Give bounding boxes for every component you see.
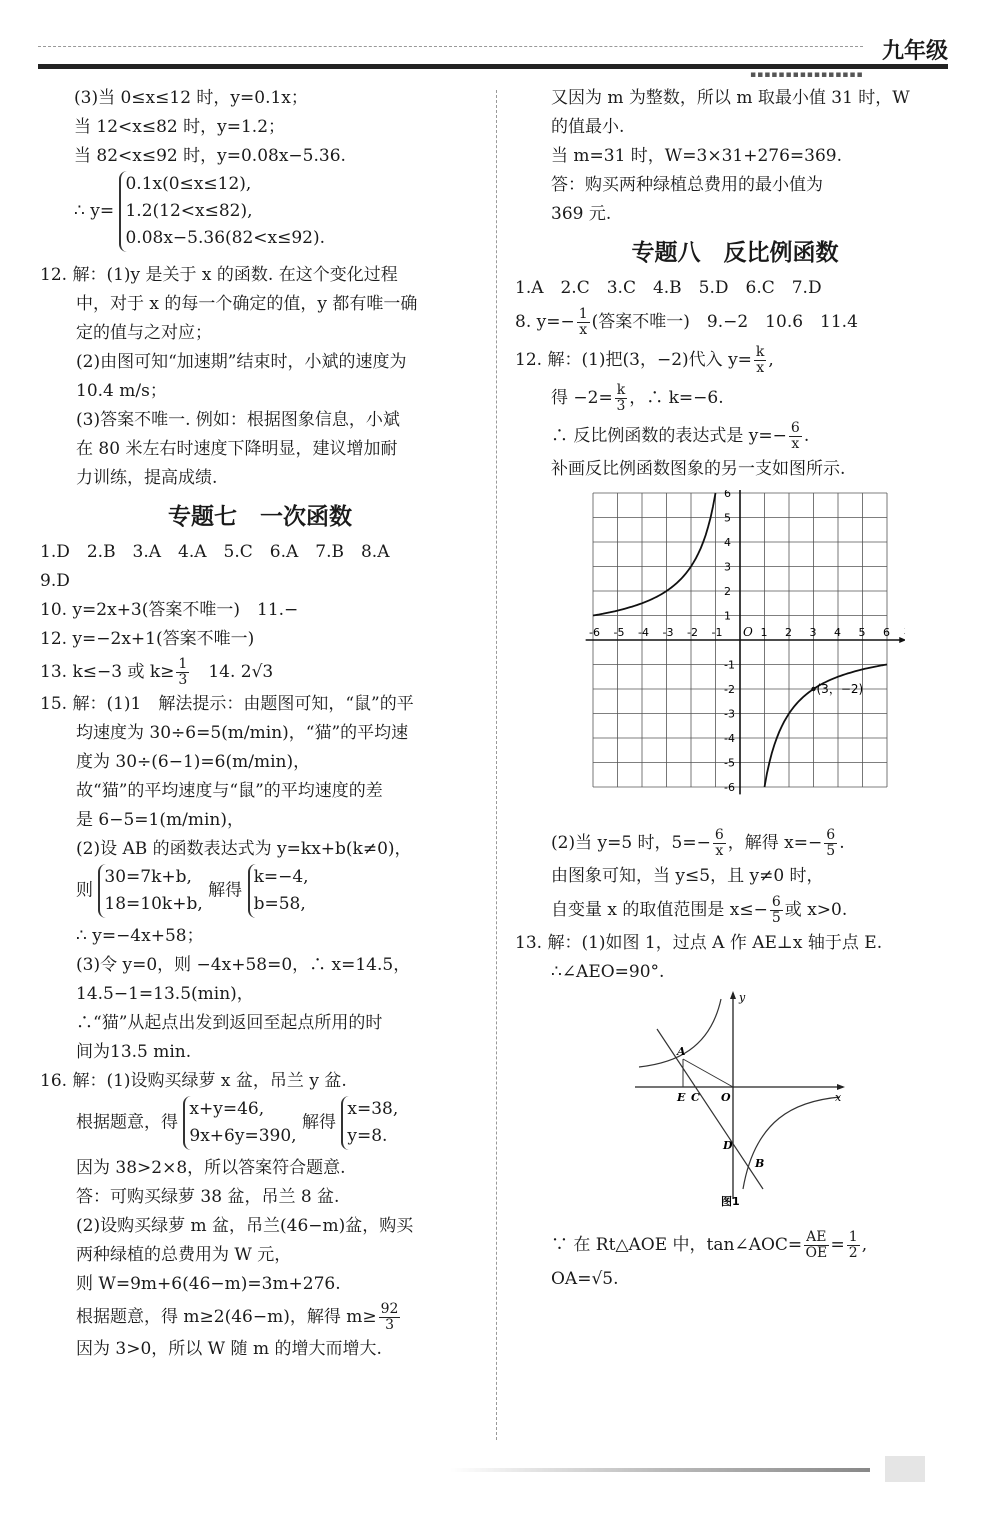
text-line: 均速度为 30÷6=5(m/min)，“猫”的平均速 [76,723,409,743]
y-tick-label: 6 [724,490,731,500]
numerator: 1 [578,306,588,322]
x-tick-label: 4 [834,626,841,639]
text-run: . [839,833,845,853]
brace [183,1096,296,1150]
text-run: 根据题意，得 m≥2(46−m)，解得 m≥ [76,1307,377,1327]
text-line: 16. 解：(1)设购买绿萝 x 盆，吊兰 y 盆. [40,1071,347,1091]
text-line: 当 m=31 时，W=3×31+276=369. [551,146,843,166]
brace [119,171,325,252]
point-3-neg2 [811,687,815,691]
figure-1-diagram [635,989,855,1209]
answer-line: 9.D [40,571,70,591]
numerator: 6 [714,827,724,843]
figure-1 [635,989,955,1219]
fraction [824,828,837,859]
fig-label-d: D [723,1139,733,1152]
equation: b=58, [253,894,306,914]
numerator: k [616,382,626,398]
text-run: ∵ 在 Rt△AOE 中，tan∠AOC= [551,1235,803,1255]
denominator: OE [805,1245,828,1261]
text-line: 答：可购买绿萝 38 盆，吊兰 8 盆. [76,1187,340,1207]
text-line: 故“猫”的平均速度与“鼠”的平均速度的差 [76,781,383,801]
text-line: 力训练，提高成绩. [76,468,218,488]
section-title: 专题八 反比例函数 [631,240,839,266]
text-line: OA=√5. [551,1269,619,1289]
numerator: AE [806,1229,827,1245]
text-line [40,1299,480,1335]
text-line: 14.5−1=13.5(min)， [76,984,254,1004]
denominator: x [579,322,588,338]
equation-system [40,1096,480,1154]
text-run: ∴ 反比例函数的表达式是 y=− [551,426,787,446]
text-run: = [830,1235,845,1255]
text-line: 因为 3>0，所以 W 随 m 的增大而增大. [76,1339,382,1359]
header-rule [38,64,948,69]
y-tick-label: -2 [724,683,735,696]
column-divider [496,90,497,1440]
text-line: 补画反比例函数图象的另一支如图所示. [551,459,846,479]
text-line: 间为13.5 min. [76,1042,192,1062]
text-line: 又因为 m 为整数，所以 m 取最小值 31 时，W [551,88,910,108]
text-run: ，解得 x=− [727,833,823,853]
page-number-tab [885,1456,925,1482]
y-tick-label: -3 [724,707,735,721]
denominator: 5 [771,910,781,926]
fraction [789,421,802,452]
piece-line: 1.2(12<x≤82), [125,201,253,221]
text-run: 或 x>0. [784,900,848,920]
equation: 18=10k+b, [104,894,203,914]
x-tick-label: -3 [662,626,674,639]
text-line: (2)由图可知“加速期”结束时，小斌的速度为 [76,352,407,372]
x-tick-label: 1 [760,626,768,639]
header-decoration: ▪▪▪▪▪▪▪▪▪▪▪▪▪▪▪▪ [750,70,864,80]
text-line: (2)设购买绿萝 m 盆，吊兰(46−m)盆，购买 [76,1216,414,1236]
answer-line [40,654,480,690]
hyperbola-graph [575,490,955,820]
text-run: (2)当 y=5 时，5=− [551,833,711,853]
text-run: 则 [76,880,93,901]
x-tick-label: 3 [809,626,817,639]
numerator: 92 [380,1301,399,1317]
fraction [379,1302,401,1333]
fraction [176,657,189,688]
text-run: , [768,350,774,370]
numerator: k [755,344,765,360]
fraction [804,1230,828,1261]
text-run: 13. k≤−3 或 k≥ [40,662,175,682]
answer-line: 1.D 2.B 3.A 4.A 5.C 6.A 7.B 8.A [40,542,390,562]
text-line: 12. 解：(1)y 是关于 x 的函数. 在这个变化过程 [40,265,398,285]
grade-label: 九年级 [881,39,948,64]
text-line: ∴“猫”从起点出发到返回至起点所用的时 [76,1013,383,1033]
numerator: 6 [826,827,836,843]
text-run: . [803,426,810,446]
text-run: (答案不唯一) 9.−2 10.6 11.4 [591,312,858,332]
equation: k=−4, [253,867,309,887]
hyperbola-branch-lower [743,1097,840,1189]
text-line [515,379,955,417]
answer-line: 1.A 2.C 3.C 4.B 5.D 6.C 7.D [515,278,822,298]
fig-label-o: O [721,1091,731,1104]
left-column [40,84,480,1364]
text-run: 12. 解：(1)把(3，−2)代入 y= [515,350,752,370]
text-line: 15. 解：(1)1 解法提示：由题图可知，“鼠”的平 [40,694,414,714]
x-axis-arrow [899,637,905,643]
text-line: (3)令 y=0，则 −4x+58=0，∴ x=14.5， [76,955,411,975]
text-line: 由图象可知，当 y≤5，且 y≠0 时， [551,866,824,886]
text-line: 369 元. [551,204,612,224]
right-column [515,84,955,1294]
answer-line: 12. y=−2x+1(答案不唯一) [40,629,255,649]
segment-ao [683,1059,733,1087]
section-title: 专题七 一次函数 [168,504,352,530]
text-line: (3)答案不唯一. 例如：根据图象信息，小斌 [76,410,400,430]
numerator: 1 [178,656,188,672]
hyperbola-branch-left [593,493,716,616]
answer-line [515,303,955,341]
text-line [515,1225,955,1265]
text-line: 10.4 m/s； [76,381,167,401]
text-line: (2)设 AB 的函数表达式为 y=kx+b(k≠0)， [76,839,412,859]
equation: 9x+6y=390, [189,1126,297,1146]
text-line: (3)当 0≤x≤12 时，y=0.1x； [74,88,308,108]
numerator: 6 [790,420,800,436]
fig-label-x: x [835,1091,842,1104]
x-tick-label: -6 [589,626,600,639]
equation: 30=7k+b, [104,867,192,887]
equation-system [40,864,480,922]
piecewise-function [40,171,480,261]
footer-rule [450,1468,870,1472]
denominator: 3 [385,1317,394,1333]
equation: x+y=46, [189,1099,265,1119]
x-tick-label: -4 [638,626,649,639]
axes [586,490,905,794]
text-line: 当 12<x≤82 时，y=1.2； [74,117,286,137]
text-line: 定的值与之对应； [76,323,212,343]
answer-line: 10. y=2x+3(答案不唯一) 11.− [40,600,299,620]
y-tick-label: 5 [724,511,731,525]
fraction [577,307,590,338]
text-line: ∴ y=−4x+58； [76,926,204,946]
x-tick-label: -1 [711,626,723,639]
point-label: (3，−2) [816,682,864,696]
y-tick-label: -6 [724,781,735,794]
x-tick-label: 6 [883,626,890,639]
text-run: 得 −2= [551,388,613,408]
denominator: x [715,843,724,859]
brace [98,864,202,918]
x-tick-label: -2 [687,626,698,639]
denominator: 3 [616,398,626,414]
text-line: 因为 38>2×8，所以答案符合题意. [76,1158,346,1178]
y-axis-arrow [730,991,736,999]
piecewise-prefix: ∴ y= [74,201,115,221]
brace [341,1096,398,1150]
text-line: 两种绿植的总费用为 W 元， [76,1245,292,1265]
origin-label: O [743,625,753,639]
denominator: x [756,360,765,376]
equation: x=38, [347,1099,399,1119]
text-line [515,891,955,929]
tick-labels [589,490,905,794]
y-tick-label: 3 [724,560,731,574]
fraction [713,828,726,859]
text-line [515,417,955,455]
fig-label-a: A [677,1045,686,1058]
denominator: 3 [178,672,188,688]
text-line: 是 6−5=1(m/min)， [76,810,244,830]
fig-caption: 图1 [721,1195,740,1208]
denominator: 2 [848,1245,858,1261]
text-line: 13. 解：(1)如图 1，过点 A 作 AE⊥x 轴于点 E. [515,933,883,953]
text-run: 解得 [208,880,243,901]
text-line: ∴∠AEO=90°. [551,962,665,982]
brace [248,864,309,918]
text-run: 14. 2√3 [191,662,274,682]
text-run: 解得 [301,1112,336,1133]
fraction [615,383,627,414]
equation: y=8. [347,1126,388,1146]
numerator: 6 [771,894,781,910]
text-run: , [861,1235,868,1255]
x-tick-label: 2 [785,626,792,639]
text-line: 中，对于 x 的每一个确定的值，y 都有唯一确 [76,294,418,314]
x-tick-label: -5 [613,626,625,639]
y-tick-label: -1 [724,658,735,672]
text-line: 度为 30÷(6−1)=6(m/min)， [76,752,311,772]
x-axis-label [904,624,905,637]
fraction [770,895,783,926]
y-tick-label: 2 [724,585,731,598]
fig-label-b: B [755,1157,765,1170]
text-line: 则 W=9m+6(46−m)=3m+276. [76,1274,341,1294]
y-tick-label: -4 [724,732,735,745]
text-run: ，∴ k=−6. [629,388,724,408]
y-tick-label: 1 [724,609,731,623]
piece-line: 0.08x−5.36(82<x≤92). [125,228,326,248]
text-line: 在 80 米左右时速度下降明显，建议增加耐 [76,439,398,459]
header-dashed-rule [38,46,863,47]
text-line: 的值最小. [551,117,625,137]
text-run: 根据题意，得 [76,1112,178,1133]
text-line: 答：购买两种绿植总费用的最小值为 [551,175,823,195]
text-line [515,824,955,862]
text-run: 8. y=− [515,312,575,332]
piece-line: 0.1x(0≤x≤12), [125,174,252,194]
fraction [754,345,766,376]
x-tick-label: 5 [858,626,866,639]
text-run: 自变量 x 的取值范围是 x≤− [551,900,768,920]
denominator: 5 [826,843,836,859]
fig-label-c: C [691,1091,700,1104]
text-line [515,341,955,379]
numerator: 1 [848,1229,858,1245]
fraction [847,1230,860,1261]
denominator: x [791,436,800,452]
x-axis-arrow [837,1084,845,1090]
fig-label-y: y [739,991,746,1004]
fig-label-e: E [677,1091,686,1104]
coordinate-grid [575,490,905,810]
y-tick-label: 4 [724,536,731,549]
y-tick-label: -5 [724,756,735,770]
text-line: 当 82<x≤92 时，y=0.08x−5.36. [74,146,346,166]
line-ab [657,1029,763,1189]
